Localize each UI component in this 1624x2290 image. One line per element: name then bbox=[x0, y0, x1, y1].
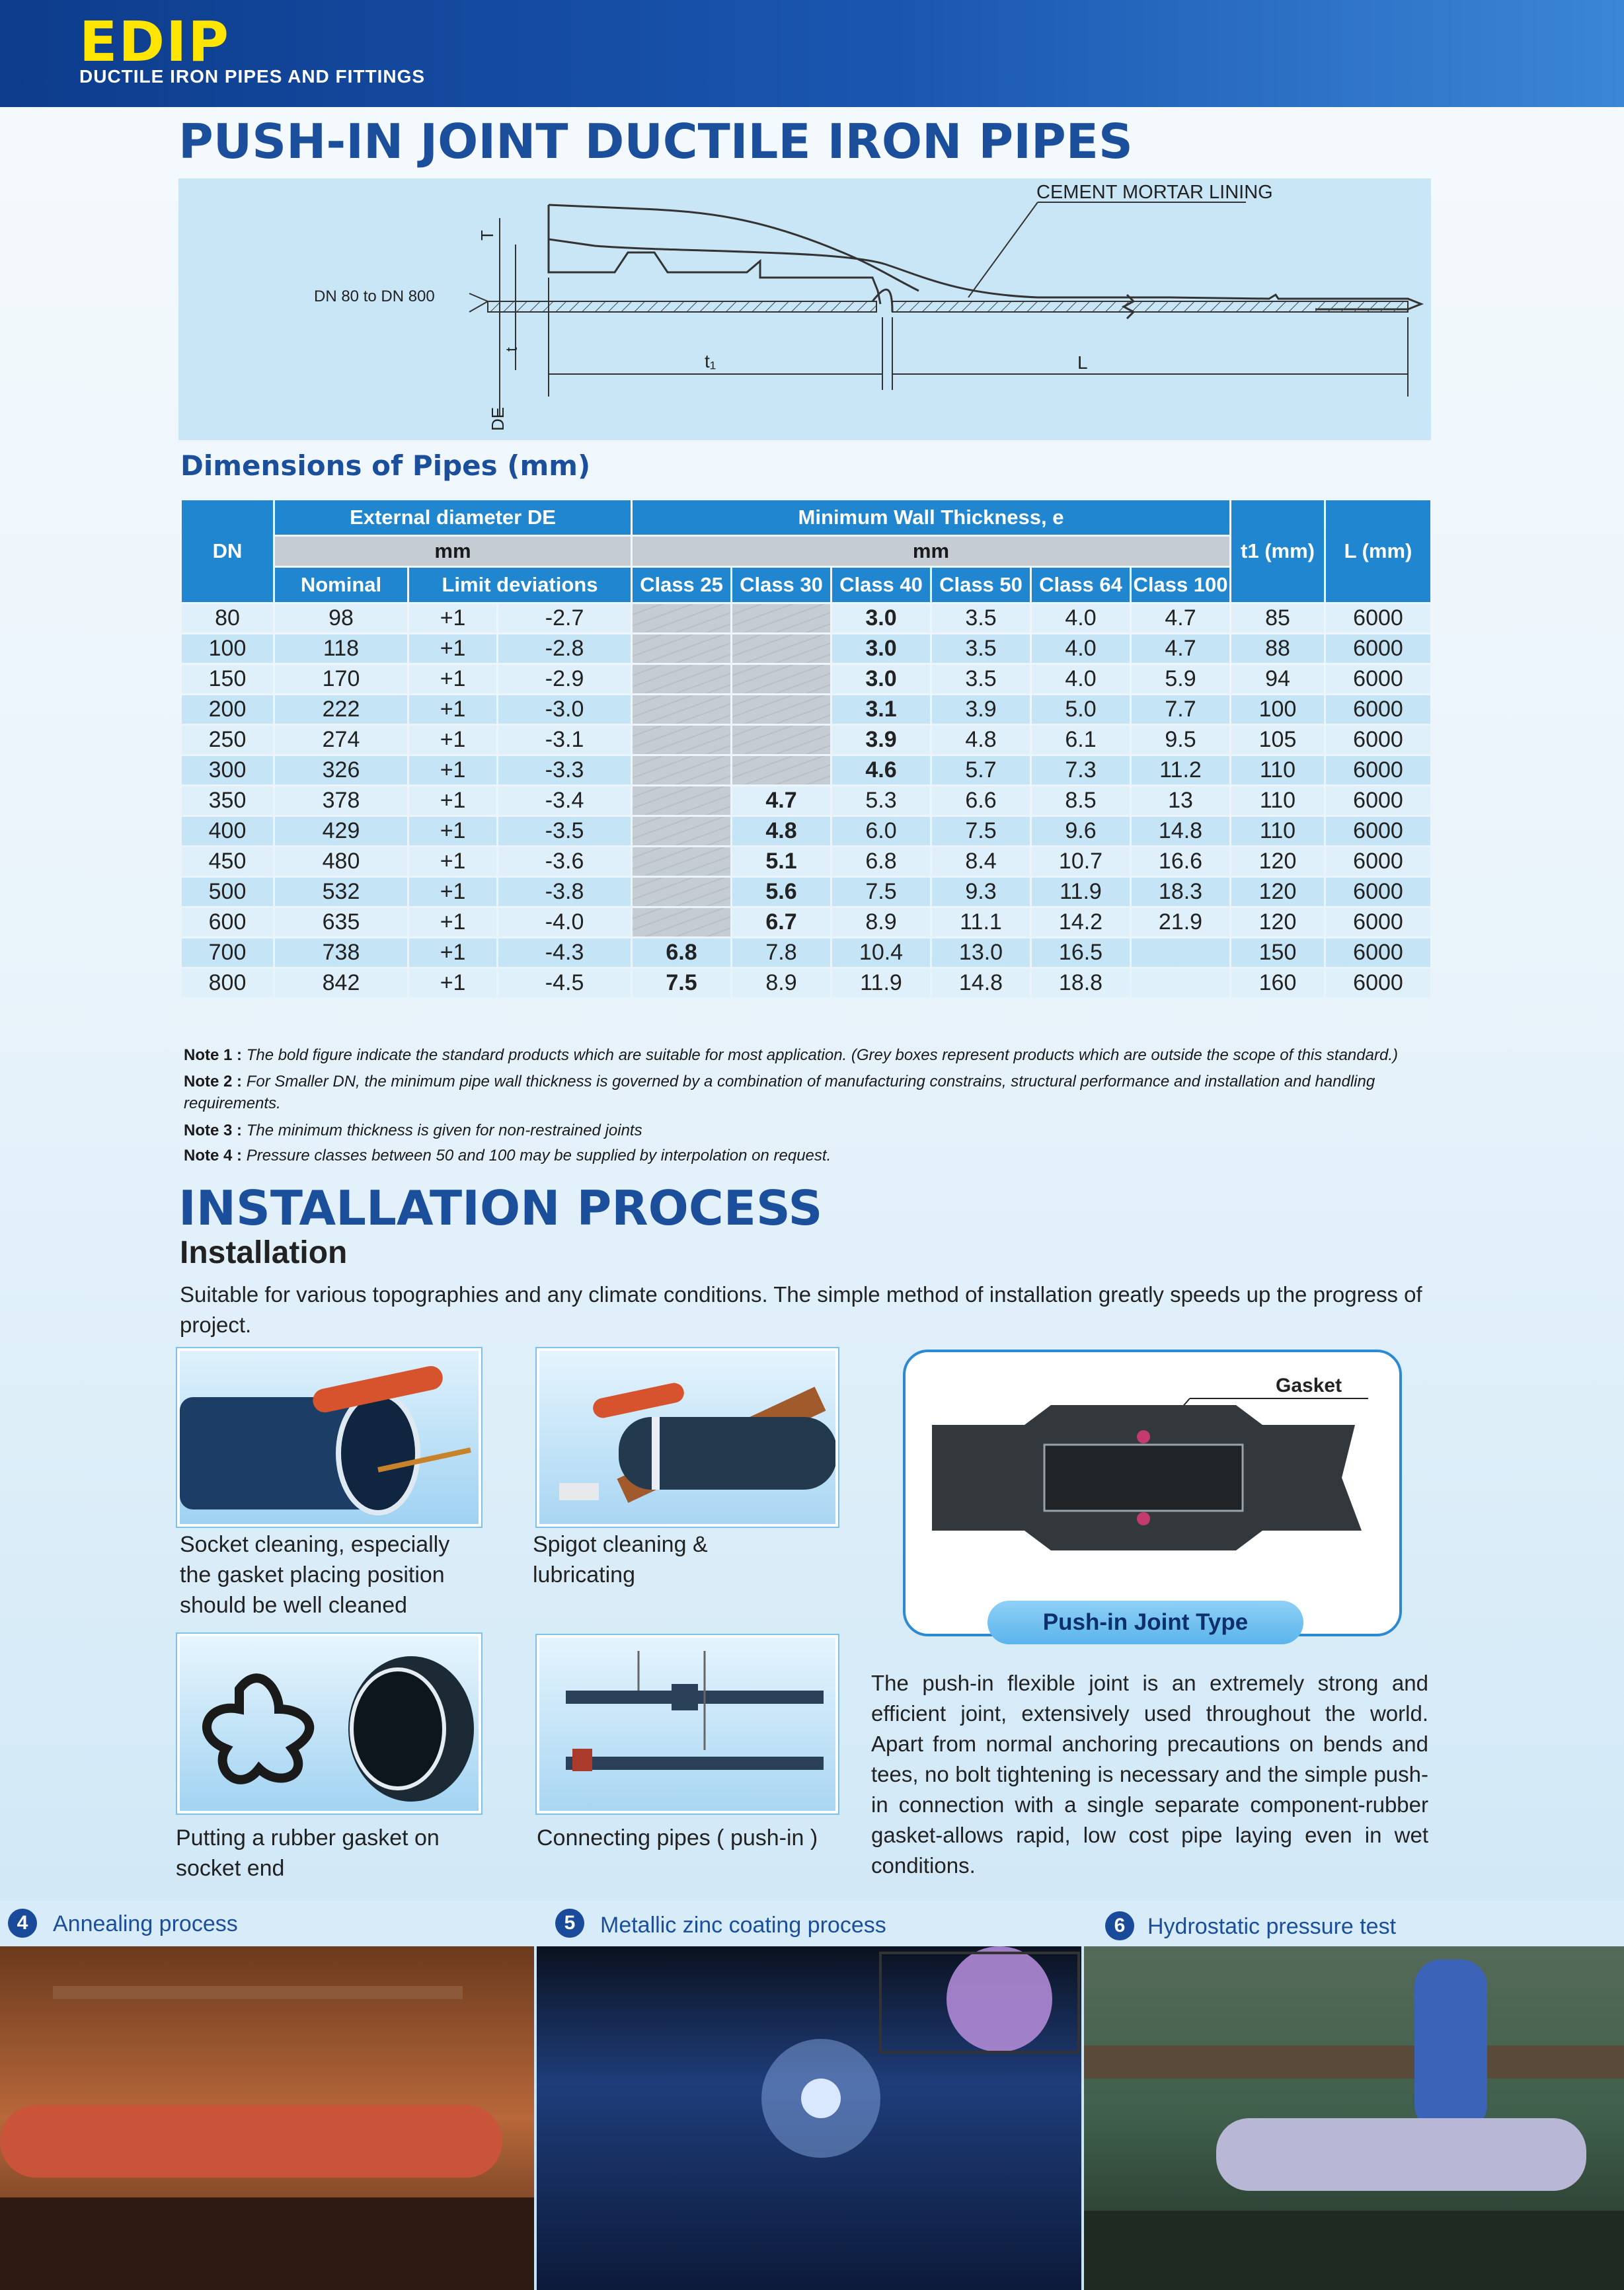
cell-dev-plus: +1 bbox=[409, 847, 496, 876]
cell-c40: 7.5 bbox=[832, 878, 930, 906]
cell-c64: 4.0 bbox=[1032, 604, 1130, 632]
gasket-label: Gasket bbox=[1276, 1375, 1342, 1396]
cell-l: 6000 bbox=[1326, 726, 1430, 754]
cell-c100: 4.7 bbox=[1132, 604, 1229, 632]
note-2 bbox=[184, 1071, 1440, 1114]
cell-dev-minus: -3.3 bbox=[498, 756, 631, 784]
cell-c40: 3.0 bbox=[832, 604, 930, 632]
cell-c100 bbox=[1132, 969, 1229, 997]
cell-dev-minus: -4.3 bbox=[498, 938, 631, 967]
cell-dn: 600 bbox=[182, 908, 273, 936]
cell-c40: 10.4 bbox=[832, 938, 930, 967]
step-4-label: Annealing process bbox=[53, 1911, 238, 1936]
cell-c30: 8.9 bbox=[732, 969, 830, 997]
rubber-gasket-photo bbox=[177, 1634, 481, 1813]
cell-c64: 4.0 bbox=[1032, 634, 1130, 663]
cell-c100: 11.2 bbox=[1132, 756, 1229, 784]
cell-dn: 700 bbox=[182, 938, 273, 967]
cell-grey bbox=[633, 695, 730, 724]
t-dimension-label: T bbox=[477, 230, 497, 241]
note-text: The bold figure indicate the standard products which are suitable for most application. (Grey boxes represent products which are outside the scope of this standard.) bbox=[246, 1046, 1398, 1064]
cell-grey bbox=[633, 665, 730, 693]
cell-c64: 18.8 bbox=[1032, 969, 1130, 997]
cell-dev-plus: +1 bbox=[409, 817, 496, 845]
cell-c50: 3.5 bbox=[932, 604, 1030, 632]
cell-l: 6000 bbox=[1326, 938, 1430, 967]
cell-c100: 7.7 bbox=[1132, 695, 1229, 724]
cell-c100: 5.9 bbox=[1132, 665, 1229, 693]
cell-l: 6000 bbox=[1326, 604, 1430, 632]
class-40-header: Class 40 bbox=[832, 568, 930, 602]
cell-c64: 16.5 bbox=[1032, 938, 1130, 967]
note-text: For Smaller DN, the minimum pipe wall thickness is governed by a combination of manufacturing constrains, structural performance and installation and handling requirements. bbox=[184, 1073, 1375, 1112]
cell-t1: 110 bbox=[1231, 786, 1324, 815]
limit-dev-header: Limit deviations bbox=[409, 568, 631, 602]
ext-diameter-header: External diameter DE bbox=[275, 500, 631, 535]
cell-grey bbox=[732, 604, 830, 632]
cell-c100: 13 bbox=[1132, 786, 1229, 815]
cell-c64: 5.0 bbox=[1032, 695, 1130, 724]
cell-l: 6000 bbox=[1326, 665, 1430, 693]
cell-t1: 100 bbox=[1231, 695, 1324, 724]
cell-nominal: 222 bbox=[275, 695, 407, 724]
cell-c64: 14.2 bbox=[1032, 908, 1130, 936]
cell-grey bbox=[732, 756, 830, 784]
cell-dn: 300 bbox=[182, 756, 273, 784]
cell-dev-plus: +1 bbox=[409, 969, 496, 997]
pipe-diagram-svg bbox=[178, 178, 1431, 440]
pipe-wall bbox=[892, 301, 1408, 312]
note-3 bbox=[184, 1120, 1440, 1141]
cell-t1: 120 bbox=[1231, 908, 1324, 936]
dimensions-title: Dimensions of Pipes (mm) bbox=[180, 449, 591, 482]
cell-c30: 6.7 bbox=[732, 908, 830, 936]
cell-c64: 8.5 bbox=[1032, 786, 1130, 815]
cell-nominal: 170 bbox=[275, 665, 407, 693]
annealing-photo bbox=[0, 1946, 534, 2290]
push-in-joint-illustration bbox=[903, 1350, 1402, 1636]
cell-grey bbox=[732, 665, 830, 693]
step-5-label: Metallic zinc coating process bbox=[600, 1913, 886, 1938]
cell-grey bbox=[633, 908, 730, 936]
cell-dev-minus: -2.7 bbox=[498, 604, 631, 632]
t-small-label: t bbox=[503, 347, 521, 352]
cell-l: 6000 bbox=[1326, 969, 1430, 997]
hydrostatic-test-photo bbox=[1084, 1946, 1624, 2290]
cell-c64: 9.6 bbox=[1032, 817, 1130, 845]
cell-dev-plus: +1 bbox=[409, 908, 496, 936]
cell-dev-minus: -3.0 bbox=[498, 695, 631, 724]
cell-t1: 150 bbox=[1231, 938, 1324, 967]
installation-description: Suitable for various topographies and any climate conditions. The simple method of installation greatly speeds up the progress of project. bbox=[180, 1282, 1422, 1337]
connecting-pipes-photo bbox=[537, 1635, 838, 1813]
cell-grey bbox=[633, 604, 730, 632]
cell-t1: 160 bbox=[1231, 969, 1324, 997]
cell-dev-minus: -2.9 bbox=[498, 665, 631, 693]
cell-c100: 16.6 bbox=[1132, 847, 1229, 876]
table-row bbox=[182, 969, 1430, 997]
cell-c64: 6.1 bbox=[1032, 726, 1130, 754]
cell-nominal: 118 bbox=[275, 634, 407, 663]
table-row bbox=[182, 878, 1430, 906]
table-row bbox=[182, 938, 1430, 967]
cell-dev-plus: +1 bbox=[409, 665, 496, 693]
cell-dev-plus: +1 bbox=[409, 604, 496, 632]
cell-c64: 10.7 bbox=[1032, 847, 1130, 876]
nominal-header: Nominal bbox=[275, 568, 407, 602]
cell-t1: 85 bbox=[1231, 604, 1324, 632]
pipe-diagram bbox=[178, 178, 1431, 440]
cell-t1: 94 bbox=[1231, 665, 1324, 693]
cell-c50: 3.9 bbox=[932, 695, 1030, 724]
class-100-header: Class 100 bbox=[1132, 568, 1229, 602]
cell-c100: 18.3 bbox=[1132, 878, 1229, 906]
cell-c40: 8.9 bbox=[832, 908, 930, 936]
cell-nominal: 635 bbox=[275, 908, 407, 936]
cell-c40: 5.3 bbox=[832, 786, 930, 815]
installation-subtitle: Installation bbox=[180, 1235, 348, 1270]
class-50-header: Class 50 bbox=[932, 568, 1030, 602]
cell-c50: 14.8 bbox=[932, 969, 1030, 997]
cell-c25: 7.5 bbox=[633, 969, 730, 997]
cell-grey bbox=[633, 726, 730, 754]
cell-grey bbox=[633, 786, 730, 815]
cell-dn: 350 bbox=[182, 786, 273, 815]
cell-dev-minus: -3.6 bbox=[498, 847, 631, 876]
cell-c100 bbox=[1132, 938, 1229, 967]
cell-dn: 200 bbox=[182, 695, 273, 724]
wall-mm-header: mm bbox=[633, 537, 1229, 566]
cell-l: 6000 bbox=[1326, 817, 1430, 845]
cell-c30: 7.8 bbox=[732, 938, 830, 967]
push-in-joint-type-label: Push-in Joint Type bbox=[987, 1601, 1303, 1644]
cell-dev-plus: +1 bbox=[409, 938, 496, 967]
t1-label: t₁ bbox=[705, 351, 716, 371]
cell-l: 6000 bbox=[1326, 756, 1430, 784]
cell-dev-minus: -3.1 bbox=[498, 726, 631, 754]
cell-c50: 6.6 bbox=[932, 786, 1030, 815]
cell-l: 6000 bbox=[1326, 878, 1430, 906]
cell-c40: 11.9 bbox=[832, 969, 930, 997]
cell-grey bbox=[633, 847, 730, 876]
step-6-label: Hydrostatic pressure test bbox=[1147, 1914, 1397, 1939]
table-row bbox=[182, 756, 1430, 784]
cell-c50: 7.5 bbox=[932, 817, 1030, 845]
note-label: Note 2 : bbox=[184, 1073, 243, 1090]
cell-dev-plus: +1 bbox=[409, 634, 496, 663]
cell-dn: 250 bbox=[182, 726, 273, 754]
cell-c40: 6.0 bbox=[832, 817, 930, 845]
note-label: Note 1 : bbox=[184, 1046, 243, 1064]
cell-c64: 4.0 bbox=[1032, 665, 1130, 693]
min-wall-header: Minimum Wall Thickness, e bbox=[633, 500, 1229, 535]
cell-l: 6000 bbox=[1326, 908, 1430, 936]
cell-c40: 6.8 bbox=[832, 847, 930, 876]
cell-t1: 120 bbox=[1231, 878, 1324, 906]
cell-c50: 3.5 bbox=[932, 665, 1030, 693]
cell-nominal: 480 bbox=[275, 847, 407, 876]
cell-c40: 3.1 bbox=[832, 695, 930, 724]
dn-range-label: DN 80 to DN 800 bbox=[314, 287, 435, 305]
cell-c64: 11.9 bbox=[1032, 878, 1130, 906]
brand-subtitle: DUCTILE IRON PIPES AND FITTINGS bbox=[79, 66, 426, 87]
header-bar bbox=[0, 0, 1624, 107]
spigot-cleaning-photo bbox=[537, 1348, 838, 1527]
cell-t1: 110 bbox=[1231, 756, 1324, 784]
caption-socket-cleaning: Socket cleaning, especially the gasket placing position should be well cleaned bbox=[180, 1532, 450, 1618]
l-label: L bbox=[1077, 352, 1088, 373]
note-4 bbox=[184, 1145, 1440, 1166]
cell-dev-minus: -3.5 bbox=[498, 817, 631, 845]
cell-dn: 800 bbox=[182, 969, 273, 997]
cell-c50: 4.8 bbox=[932, 726, 1030, 754]
cell-l: 6000 bbox=[1326, 847, 1430, 876]
cell-nominal: 274 bbox=[275, 726, 407, 754]
caption-rubber-gasket: Putting a rubber gasket on socket end bbox=[176, 1825, 440, 1881]
note-label: Note 4 : bbox=[184, 1147, 243, 1164]
ext-mm-header: mm bbox=[275, 537, 631, 566]
cell-c100: 14.8 bbox=[1132, 817, 1229, 845]
de-label: DE bbox=[488, 406, 508, 431]
cell-c40: 3.0 bbox=[832, 634, 930, 663]
cell-nominal: 326 bbox=[275, 756, 407, 784]
spigot-wall bbox=[488, 301, 876, 312]
cell-c50: 11.1 bbox=[932, 908, 1030, 936]
cell-grey bbox=[732, 634, 830, 663]
cell-dev-plus: +1 bbox=[409, 695, 496, 724]
cell-t1: 110 bbox=[1231, 817, 1324, 845]
cell-nominal: 429 bbox=[275, 817, 407, 845]
cement-lining-label: CEMENT MORTAR LINING bbox=[1036, 182, 1273, 203]
note-text: The minimum thickness is given for non-restrained joints bbox=[246, 1122, 642, 1139]
cell-dn: 500 bbox=[182, 878, 273, 906]
cell-grey bbox=[732, 695, 830, 724]
socket-cleaning-photo bbox=[177, 1348, 481, 1527]
cell-dn: 400 bbox=[182, 817, 273, 845]
cell-c50: 8.4 bbox=[932, 847, 1030, 876]
cell-nominal: 532 bbox=[275, 878, 407, 906]
class-30-header: Class 30 bbox=[732, 568, 830, 602]
cell-c100: 9.5 bbox=[1132, 726, 1229, 754]
cell-l: 6000 bbox=[1326, 786, 1430, 815]
cell-dev-plus: +1 bbox=[409, 786, 496, 815]
cell-dev-minus: -4.0 bbox=[498, 908, 631, 936]
cell-grey bbox=[633, 756, 730, 784]
cell-c50: 9.3 bbox=[932, 878, 1030, 906]
cell-dev-plus: +1 bbox=[409, 878, 496, 906]
dimensions-table bbox=[180, 498, 1432, 999]
cell-c30: 4.7 bbox=[732, 786, 830, 815]
brand-logo: EDIP bbox=[79, 9, 230, 74]
note-1 bbox=[184, 1044, 1440, 1066]
cell-grey bbox=[633, 634, 730, 663]
cell-dev-minus: -3.8 bbox=[498, 878, 631, 906]
cell-nominal: 842 bbox=[275, 969, 407, 997]
step-5-badge: 5 bbox=[555, 1909, 584, 1938]
t1-header: t1 (mm) bbox=[1231, 500, 1324, 602]
step-4-badge: 4 bbox=[8, 1909, 37, 1938]
caption-connecting-pipes: Connecting pipes ( push-in ) bbox=[537, 1825, 818, 1851]
cell-grey bbox=[633, 817, 730, 845]
cell-c50: 5.7 bbox=[932, 756, 1030, 784]
table-row bbox=[182, 908, 1430, 936]
cell-dev-minus: -3.4 bbox=[498, 786, 631, 815]
table-row bbox=[182, 695, 1430, 724]
cell-t1: 120 bbox=[1231, 847, 1324, 876]
table-row bbox=[182, 847, 1430, 876]
table-row bbox=[182, 726, 1430, 754]
cell-nominal: 738 bbox=[275, 938, 407, 967]
cell-c40: 4.6 bbox=[832, 756, 930, 784]
cell-c50: 13.0 bbox=[932, 938, 1030, 967]
cell-dn: 450 bbox=[182, 847, 273, 876]
cell-c40: 3.0 bbox=[832, 665, 930, 693]
table-row bbox=[182, 817, 1430, 845]
caption-spigot-cleaning: Spigot cleaning & lubricating bbox=[533, 1532, 708, 1587]
zinc-coating-photo bbox=[537, 1946, 1081, 2290]
cell-l: 6000 bbox=[1326, 695, 1430, 724]
cell-dev-minus: -2.8 bbox=[498, 634, 631, 663]
table-row bbox=[182, 665, 1430, 693]
cell-c40: 3.9 bbox=[832, 726, 930, 754]
cell-nominal: 98 bbox=[275, 604, 407, 632]
joint-description: The push-in flexible joint is an extremely strong and efficient joint, extensively used throughout the world. Apart from normal anchoring precautions on bends and tees, no bolt tightening is necessary and the simple push-in connection with a single separate component-rubber gasket-allows rapid, low cost pipe laying even in wet conditions. bbox=[871, 1671, 1428, 1878]
cell-grey bbox=[732, 726, 830, 754]
cell-dn: 80 bbox=[182, 604, 273, 632]
table-row bbox=[182, 786, 1430, 815]
cell-c25: 6.8 bbox=[633, 938, 730, 967]
class-64-header: Class 64 bbox=[1032, 568, 1130, 602]
dn-header: DN bbox=[182, 500, 273, 602]
cell-t1: 88 bbox=[1231, 634, 1324, 663]
l-header: L (mm) bbox=[1326, 500, 1430, 602]
cell-grey bbox=[633, 878, 730, 906]
cell-c64: 7.3 bbox=[1032, 756, 1130, 784]
cell-l: 6000 bbox=[1326, 634, 1430, 663]
cell-dev-minus: -4.5 bbox=[498, 969, 631, 997]
cell-c50: 3.5 bbox=[932, 634, 1030, 663]
cell-dn: 100 bbox=[182, 634, 273, 663]
table-row bbox=[182, 604, 1430, 632]
cell-dn: 150 bbox=[182, 665, 273, 693]
page-title: PUSH-IN JOINT DUCTILE IRON PIPES bbox=[178, 114, 1133, 169]
class-25-header: Class 25 bbox=[633, 568, 730, 602]
cell-nominal: 378 bbox=[275, 786, 407, 815]
cell-t1: 105 bbox=[1231, 726, 1324, 754]
cell-dev-plus: +1 bbox=[409, 726, 496, 754]
installation-title: INSTALLATION PROCESS bbox=[178, 1180, 823, 1236]
cell-c30: 4.8 bbox=[732, 817, 830, 845]
cell-c30: 5.1 bbox=[732, 847, 830, 876]
cell-c30: 5.6 bbox=[732, 878, 830, 906]
step-6-badge: 6 bbox=[1105, 1911, 1134, 1940]
table-row bbox=[182, 634, 1430, 663]
note-label: Note 3 : bbox=[184, 1122, 243, 1139]
cell-c100: 4.7 bbox=[1132, 634, 1229, 663]
cell-c100: 21.9 bbox=[1132, 908, 1229, 936]
cell-dev-plus: +1 bbox=[409, 756, 496, 784]
note-text: Pressure classes between 50 and 100 may be supplied by interpolation on request. bbox=[246, 1147, 831, 1164]
